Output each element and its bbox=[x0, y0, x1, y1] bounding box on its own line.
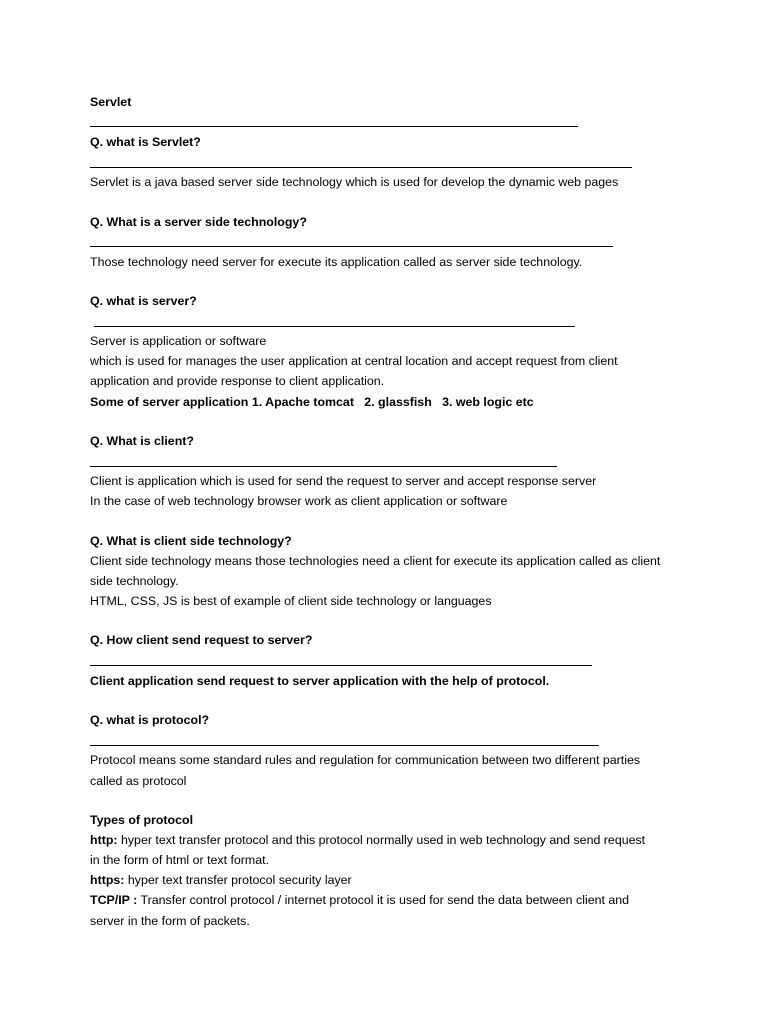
protocol-http bbox=[90, 832, 645, 848]
answer-text: side technology. bbox=[90, 574, 179, 588]
question-heading: Q. what is protocol? bbox=[90, 713, 210, 727]
answer-text: in the form of html or text format. bbox=[90, 853, 270, 867]
answer-text: application and provide response to client application. bbox=[90, 374, 385, 388]
divider bbox=[94, 326, 575, 327]
protocol-term: http: bbox=[90, 833, 118, 847]
divider bbox=[90, 745, 599, 746]
answer-text: Servlet is a java based server side technology which is used for develop the dynamic web pages bbox=[90, 175, 619, 189]
answer-text: In the case of web technology browser work as client application or software bbox=[90, 494, 508, 508]
protocol-term: TCP/IP : bbox=[90, 893, 138, 907]
divider bbox=[90, 246, 613, 247]
answer-text: Protocol means some standard rules and regulation for communication between two different parties bbox=[90, 753, 641, 767]
answer-text: Client is application which is used for send the request to server and accept response server bbox=[90, 474, 597, 488]
answer-text: Those technology need server for execute its application called as server side technology. bbox=[90, 255, 583, 269]
question-heading: Q. How client send request to server? bbox=[90, 633, 313, 647]
question-heading: Q. what is Servlet? bbox=[90, 135, 201, 149]
answer-text: called as protocol bbox=[90, 774, 187, 788]
protocol-tcp-ip bbox=[90, 892, 629, 908]
answer-text: Client application send request to server application with the help of protocol. bbox=[90, 674, 550, 688]
answer-text: server in the form of packets. bbox=[90, 914, 250, 928]
question-heading: Q. What is client? bbox=[90, 434, 194, 448]
answer-text: HTML, CSS, JS is best of example of client side technology or languages bbox=[90, 594, 492, 608]
question-heading: Q. What is client side technology? bbox=[90, 534, 292, 548]
document-title: Servlet bbox=[90, 95, 132, 109]
server-examples: Some of server application 1. Apache tomcat 2. glassfish 3. web logic etc bbox=[90, 395, 534, 409]
answer-text: Server is application or software bbox=[90, 334, 267, 348]
divider bbox=[90, 466, 557, 467]
divider bbox=[90, 126, 578, 127]
protocol-https bbox=[90, 872, 352, 888]
question-heading: Q. What is a server side technology? bbox=[90, 215, 307, 229]
protocol-term: https: bbox=[90, 873, 125, 887]
section-heading: Types of protocol bbox=[90, 813, 194, 827]
divider bbox=[90, 167, 632, 168]
answer-text: which is used for manages the user application at central location and accept request from client bbox=[90, 354, 618, 368]
answer-text: Client side technology means those technologies need a client for execute its application called as client bbox=[90, 554, 661, 568]
protocol-description: hyper text transfer protocol and this protocol normally used in web technology and send request bbox=[117, 833, 646, 847]
divider bbox=[90, 665, 592, 666]
protocol-description: hyper text transfer protocol security layer bbox=[124, 873, 352, 887]
question-heading: Q. what is server? bbox=[90, 294, 197, 308]
protocol-description: Transfer control protocol / internet protocol it is used for send the data between client and bbox=[137, 893, 630, 907]
